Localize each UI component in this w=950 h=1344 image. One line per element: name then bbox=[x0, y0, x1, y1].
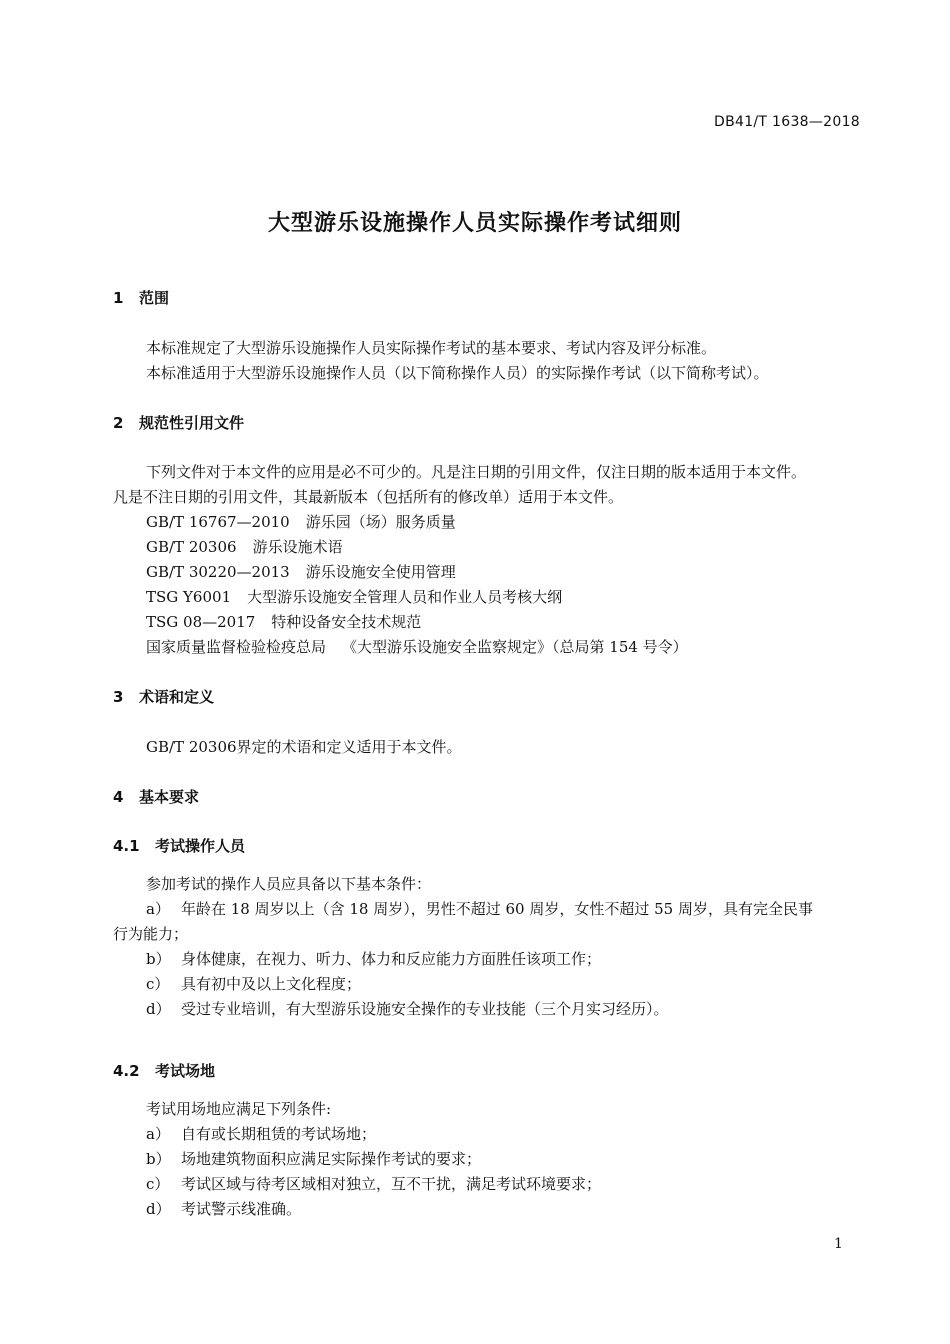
paragraph: GB/T 20306界定的术语和定义适用于本文件。 bbox=[146, 738, 462, 756]
paragraph: 本标准适用于大型游乐设施操作人员（以下简称操作人员）的实际操作考试（以下简称考试）。 bbox=[146, 364, 769, 382]
reference-code: GB/T 16767—2010 bbox=[146, 513, 290, 531]
reference-title: 大型游乐设施安全管理人员和作业人员考核大纲 bbox=[247, 588, 563, 606]
list-marker: b） bbox=[146, 950, 171, 968]
subsection-heading-4-2 bbox=[113, 1060, 215, 1081]
document-title: 大型游乐设施操作人员实际操作考试细则 bbox=[267, 211, 682, 236]
section-title: 基本要求 bbox=[139, 788, 200, 806]
list-item bbox=[146, 898, 813, 919]
list-item bbox=[146, 973, 361, 994]
page-number: 1 bbox=[834, 1236, 843, 1252]
section-title: 范围 bbox=[139, 289, 170, 307]
section-heading-1 bbox=[113, 287, 169, 308]
subsection-title: 考试场地 bbox=[155, 1062, 216, 1080]
reference-title: 特种设备安全技术规范 bbox=[271, 613, 422, 631]
reference-title: 《大型游乐设施安全监察规定》（总局第 154 号令） bbox=[342, 638, 688, 656]
list-marker: a） bbox=[146, 1125, 170, 1143]
reference-title: 游乐设施安全使用管理 bbox=[305, 563, 456, 581]
section-heading-4 bbox=[113, 786, 199, 807]
list-text: 考试区域与待考区域相对独立，互不干扰，满足考试环境要求； bbox=[181, 1175, 602, 1193]
subsection-heading-4-1 bbox=[113, 835, 245, 856]
list-item bbox=[146, 1173, 601, 1194]
reference-item bbox=[146, 536, 343, 557]
list-item bbox=[146, 1148, 481, 1169]
list-marker: c） bbox=[146, 1175, 170, 1193]
list-marker: d） bbox=[146, 1200, 171, 1218]
paragraph: 本标准规定了大型游乐设施操作人员实际操作考试的基本要求、考试内容及评分标准。 bbox=[146, 339, 717, 357]
list-text: 自有或长期租赁的考试场地； bbox=[181, 1125, 377, 1143]
reference-item bbox=[146, 586, 562, 607]
list-text: 场地建筑物面积应满足实际操作考试的要求； bbox=[181, 1150, 482, 1168]
reference-code: 国家质量监督检验检疫总局 bbox=[146, 638, 327, 656]
section-title: 术语和定义 bbox=[139, 688, 215, 706]
section-heading-3 bbox=[113, 686, 214, 707]
list-text: 考试警示线准确。 bbox=[181, 1200, 302, 1218]
section-number: 2 bbox=[113, 414, 124, 432]
reference-title: 游乐设施术语 bbox=[252, 538, 343, 556]
reference-code: GB/T 30220—2013 bbox=[146, 563, 290, 581]
reference-code: TSG 08—2017 bbox=[146, 613, 256, 631]
list-text: 受过专业培训，有大型游乐设施安全操作的专业技能（三个月实习经历）。 bbox=[181, 1000, 669, 1018]
section-number: 3 bbox=[113, 688, 124, 706]
list-text: 年龄在 18 周岁以上（含 18 周岁），男性不超过 60 周岁，女性不超过 55 周岁，具有完全民事 bbox=[181, 900, 813, 918]
list-marker: b） bbox=[146, 1150, 171, 1168]
list-item bbox=[146, 998, 669, 1019]
section-number: 4 bbox=[113, 788, 124, 806]
document-code: DB41/T 1638—2018 bbox=[714, 114, 860, 130]
subsection-number: 4.2 bbox=[113, 1062, 140, 1080]
reference-code: TSG Y6001 bbox=[146, 588, 232, 606]
section-heading-2 bbox=[113, 412, 244, 433]
list-marker: a） bbox=[146, 900, 170, 918]
paragraph: 下列文件对于本文件的应用是必不可少的。凡是注日期的引用文件，仅注日期的版本适用于本文件。 bbox=[146, 463, 807, 481]
list-item bbox=[146, 1198, 301, 1219]
list-marker: c） bbox=[146, 975, 170, 993]
reference-item bbox=[146, 561, 456, 582]
list-text: 身体健康，在视力、听力、体力和反应能力方面胜任该项工作； bbox=[181, 950, 602, 968]
subsection-title: 考试操作人员 bbox=[155, 837, 246, 855]
reference-code: GB/T 20306 bbox=[146, 538, 237, 556]
paragraph-continuation: 凡是不注日期的引用文件，其最新版本（包括所有的修改单）适用于本文件。 bbox=[113, 488, 624, 506]
section-number: 1 bbox=[113, 289, 124, 307]
subsection-number: 4.1 bbox=[113, 837, 140, 855]
reference-item bbox=[146, 636, 688, 657]
list-marker: d） bbox=[146, 1000, 171, 1018]
paragraph: 参加考试的操作人员应具备以下基本条件： bbox=[146, 875, 432, 893]
list-item bbox=[146, 948, 601, 969]
list-item bbox=[146, 1123, 376, 1144]
reference-item bbox=[146, 511, 456, 532]
reference-item bbox=[146, 611, 421, 632]
paragraph: 考试用场地应满足下列条件: bbox=[146, 1100, 332, 1118]
list-text: 具有初中及以上文化程度； bbox=[181, 975, 362, 993]
list-item-continuation: 行为能力； bbox=[113, 925, 189, 943]
section-title: 规范性引用文件 bbox=[139, 414, 245, 432]
reference-title: 游乐园（场）服务质量 bbox=[305, 513, 456, 531]
